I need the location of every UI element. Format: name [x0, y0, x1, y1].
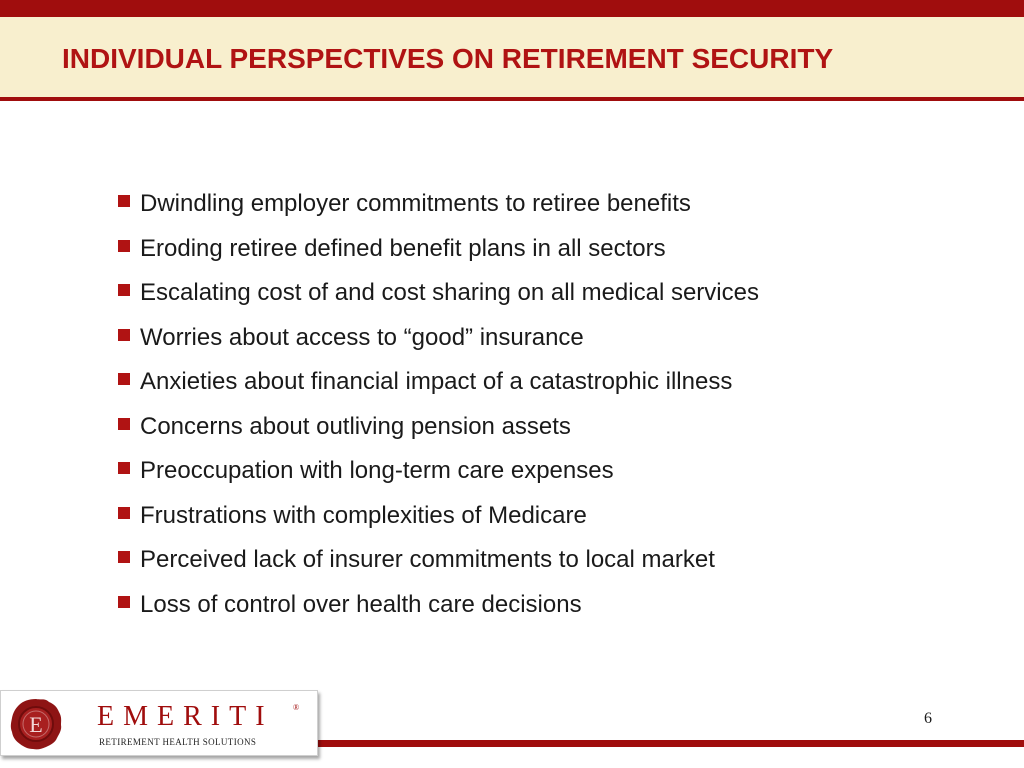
bullet-text: Preoccupation with long-term care expenses: [140, 457, 614, 485]
logo-wordmark: EMERITI: [97, 701, 274, 732]
bullet-text: Perceived lack of insurer commitments to local market: [140, 546, 715, 574]
bullet-item: [118, 494, 759, 539]
bullet-text: Frustrations with complexities of Medicare: [140, 501, 587, 529]
bullet-item: [118, 316, 759, 361]
square-bullet-icon: [118, 418, 130, 430]
registered-mark: ®: [293, 703, 300, 712]
page-number: 6: [924, 710, 932, 727]
bullet-text: Escalating cost of and cost sharing on all medical services: [140, 279, 759, 307]
bullet-list: [118, 182, 759, 627]
bullet-item: [118, 538, 759, 583]
square-bullet-icon: [118, 195, 130, 207]
footer-rule: [318, 740, 1024, 747]
bullet-text: Loss of control over health care decisions: [140, 590, 582, 618]
square-bullet-icon: [118, 329, 130, 341]
square-bullet-icon: [118, 596, 130, 608]
bullet-item: [118, 405, 759, 450]
bullet-item: [118, 360, 759, 405]
square-bullet-icon: [118, 551, 130, 563]
emeriti-logo: [0, 690, 318, 756]
square-bullet-icon: [118, 462, 130, 474]
bullet-item: [118, 182, 759, 227]
bullet-item: [118, 583, 759, 628]
bullet-item: [118, 227, 759, 272]
bullet-text: Concerns about outliving pension assets: [140, 412, 571, 440]
square-bullet-icon: [118, 373, 130, 385]
bullet-text: Anxieties about financial impact of a catastrophic illness: [140, 368, 733, 396]
bullet-item: [118, 271, 759, 316]
wax-seal-icon: [9, 697, 63, 751]
title-bar: [0, 17, 1024, 101]
seal-letter: E: [29, 712, 43, 737]
bullet-text: Worries about access to “good” insurance: [140, 323, 584, 351]
bullet-text: Dwindling employer commitments to retiree benefits: [140, 190, 691, 218]
bullet-text: Eroding retiree defined benefit plans in all sectors: [140, 234, 666, 262]
slide-title: INDIVIDUAL PERSPECTIVES ON RETIREMENT SECURITY: [62, 43, 834, 74]
bullet-item: [118, 449, 759, 494]
square-bullet-icon: [118, 240, 130, 252]
top-band: [0, 0, 1024, 17]
footer-space: [318, 747, 1024, 768]
square-bullet-icon: [118, 284, 130, 296]
logo-tagline: RETIREMENT HEALTH SOLUTIONS: [99, 737, 257, 747]
square-bullet-icon: [118, 507, 130, 519]
